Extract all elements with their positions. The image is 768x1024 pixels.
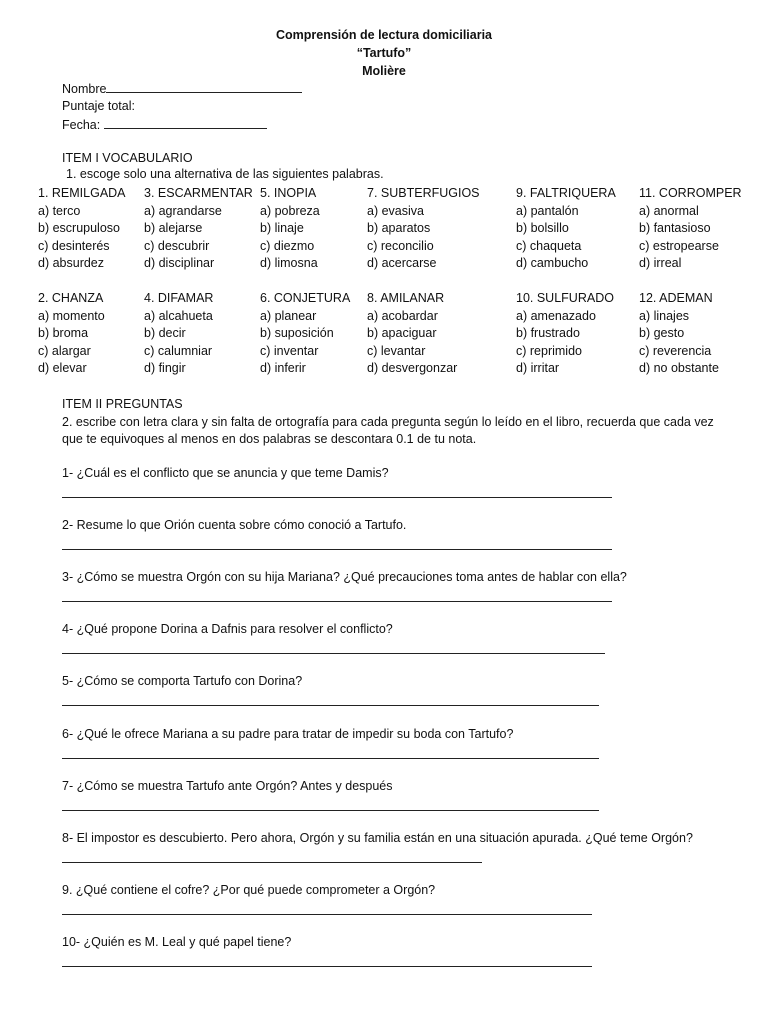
vocab-word: 12. ADEMAN (639, 291, 713, 305)
answer-line[interactable] (62, 705, 599, 706)
vocab-word: 9. FALTRIQUERA (516, 186, 616, 200)
question-text: 3- ¿Cómo se muestra Orgón con su hija Mariana? ¿Qué precauciones toma antes de hablar con ella? (62, 570, 627, 584)
vocab-entry (367, 290, 457, 378)
vocab-entry (38, 185, 126, 273)
answer-line[interactable] (62, 497, 612, 498)
vocab-option[interactable]: b) broma (38, 326, 89, 340)
score-label: Puntaje total: (62, 99, 135, 113)
vocab-option[interactable]: c) estropearse (639, 238, 719, 253)
question-text: 1- ¿Cuál es el conflicto que se anuncia y que teme Damis? (62, 466, 389, 480)
vocab-option[interactable]: a) pantalón (516, 203, 579, 218)
vocab-option[interactable]: b) frustrado (516, 326, 580, 340)
vocab-option[interactable]: d) disciplinar (144, 256, 215, 270)
vocab-option[interactable]: b) decir (144, 326, 186, 340)
vocab-entry (38, 290, 105, 378)
vocab-option[interactable]: c) reprimido (516, 343, 582, 358)
vocab-option[interactable]: d) irreal (639, 256, 682, 270)
vocab-word: 2. CHANZA (38, 291, 104, 305)
vocab-option[interactable]: a) acobardar (367, 308, 438, 323)
vocab-option[interactable]: d) cambucho (516, 256, 589, 270)
vocab-word: 3. ESCARMENTAR (144, 186, 253, 200)
item1-heading: ITEM I VOCABULARIO (62, 151, 193, 165)
name-field[interactable] (62, 81, 302, 96)
vocab-option[interactable]: c) inventar (260, 343, 319, 358)
name-label: Nombre (62, 82, 107, 96)
vocab-option[interactable]: d) absurdez (38, 256, 105, 270)
vocab-option[interactable]: c) descubrir (144, 238, 210, 253)
author-name: Molière (362, 64, 406, 78)
question-text: 5- ¿Cómo se comporta Tartufo con Dorina? (62, 674, 303, 688)
vocab-option[interactable]: b) bolsillo (516, 221, 569, 235)
work-title: “Tartufo” (356, 46, 412, 60)
vocab-option[interactable]: a) anormal (639, 203, 699, 218)
vocab-option[interactable]: d) fingir (144, 361, 186, 375)
vocab-option[interactable]: a) linajes (639, 308, 690, 323)
vocab-word: 11. CORROMPER (639, 186, 742, 200)
vocab-option[interactable]: c) desinterés (38, 238, 110, 253)
vocab-option[interactable]: a) amenazado (516, 308, 596, 323)
question-text: 8- El impostor es descubierto. Pero ahora, Orgón y su familia están en una situación apurada. ¿Qué teme Orgón? (62, 831, 693, 845)
vocab-option[interactable]: b) escrupuloso (38, 221, 120, 235)
question-text: 10- ¿Quién es M. Leal y qué papel tiene? (62, 935, 292, 949)
vocab-entry (367, 185, 480, 273)
vocab-entry (639, 290, 719, 378)
vocab-option[interactable]: c) reverencia (639, 343, 712, 358)
vocab-option[interactable]: c) chaqueta (516, 238, 582, 253)
vocab-option[interactable]: a) terco (38, 203, 81, 218)
vocab-word: 6. CONJETURA (260, 291, 351, 305)
name-blank[interactable] (106, 81, 302, 93)
vocab-option[interactable]: d) limosna (260, 256, 318, 270)
date-blank[interactable] (104, 117, 267, 129)
vocab-option[interactable]: c) reconcilio (367, 238, 434, 253)
date-field[interactable] (62, 117, 267, 132)
answer-line[interactable] (62, 810, 599, 811)
vocab-option[interactable]: d) desvergonzar (367, 361, 458, 375)
vocab-option[interactable]: a) planear (260, 308, 317, 323)
vocab-word: 10. SULFURADO (516, 291, 614, 305)
vocab-option[interactable]: c) alargar (38, 343, 91, 358)
vocab-word: 8. AMILANAR (367, 291, 445, 305)
vocab-entry (144, 185, 253, 273)
answer-line[interactable] (62, 549, 612, 550)
vocab-option[interactable]: a) evasiva (367, 203, 424, 218)
vocab-entry (144, 290, 213, 378)
vocab-option[interactable]: c) levantar (367, 343, 426, 358)
vocab-word: 5. INOPIA (260, 186, 317, 200)
vocab-entry (516, 185, 616, 273)
vocab-word: 4. DIFAMAR (144, 291, 214, 305)
vocab-entry (639, 185, 742, 273)
vocab-option[interactable]: d) elevar (38, 361, 87, 375)
vocab-option[interactable]: b) fantasioso (639, 221, 711, 235)
item2-heading: ITEM II PREGUNTAS (62, 397, 183, 411)
vocab-option[interactable]: b) linaje (260, 221, 304, 235)
vocab-entry (260, 290, 350, 378)
question-text: 2- Resume lo que Orión cuenta sobre cómo conoció a Tartufo. (62, 518, 407, 532)
vocab-option[interactable]: c) calumniar (144, 343, 213, 358)
vocab-option[interactable]: d) acercarse (367, 256, 437, 270)
vocab-option[interactable]: a) agrandarse (144, 203, 222, 218)
vocab-entry (260, 185, 320, 273)
answer-line[interactable] (62, 601, 612, 602)
question-text: 9. ¿Qué contiene el cofre? ¿Por qué puede comprometer a Orgón? (62, 883, 436, 897)
vocab-option[interactable]: a) momento (38, 308, 105, 323)
vocab-option[interactable]: b) apaciguar (367, 326, 437, 340)
item2-instruction-line2: que te equivoques al menos en dos palabras se descontara 0.1 de tu nota. (62, 432, 477, 446)
answer-line[interactable] (62, 653, 605, 654)
vocab-option[interactable]: d) inferir (260, 361, 306, 375)
vocab-word: 1. REMILGADA (38, 186, 126, 200)
answer-line[interactable] (62, 966, 592, 967)
answer-line[interactable] (62, 862, 482, 863)
question-text: 4- ¿Qué propone Dorina a Dafnis para resolver el conflicto? (62, 622, 393, 636)
vocab-option[interactable]: b) gesto (639, 326, 685, 340)
answer-line[interactable] (62, 758, 599, 759)
vocab-option[interactable]: a) pobreza (260, 203, 320, 218)
vocab-entry (516, 290, 614, 378)
vocab-option[interactable]: b) alejarse (144, 221, 203, 235)
vocab-option[interactable]: d) irritar (516, 361, 560, 375)
date-label: Fecha: (62, 118, 101, 132)
vocab-option[interactable]: d) no obstante (639, 361, 719, 375)
vocab-word: 7. SUBTERFUGIOS (367, 186, 480, 200)
vocab-option[interactable]: c) diezmo (260, 238, 315, 253)
vocab-option[interactable]: b) suposición (260, 326, 334, 340)
vocab-option[interactable]: a) alcahueta (144, 308, 213, 323)
question-text: 7- ¿Cómo se muestra Tartufo ante Orgón? Antes y después (62, 779, 393, 793)
vocab-option[interactable]: b) aparatos (367, 221, 431, 235)
question-text: 6- ¿Qué le ofrece Mariana a su padre para tratar de impedir su boda con Tartufo? (62, 727, 514, 741)
document-title: Comprensión de lectura domiciliaria (275, 28, 493, 42)
item1-instruction: 1. escoge solo una alternativa de las siguientes palabras. (66, 167, 384, 181)
answer-line[interactable] (62, 914, 592, 915)
item2-instruction-line1: 2. escribe con letra clara y sin falta de ortografía para cada pregunta según lo leído en el libro, recuerda que cada vez (62, 415, 714, 429)
